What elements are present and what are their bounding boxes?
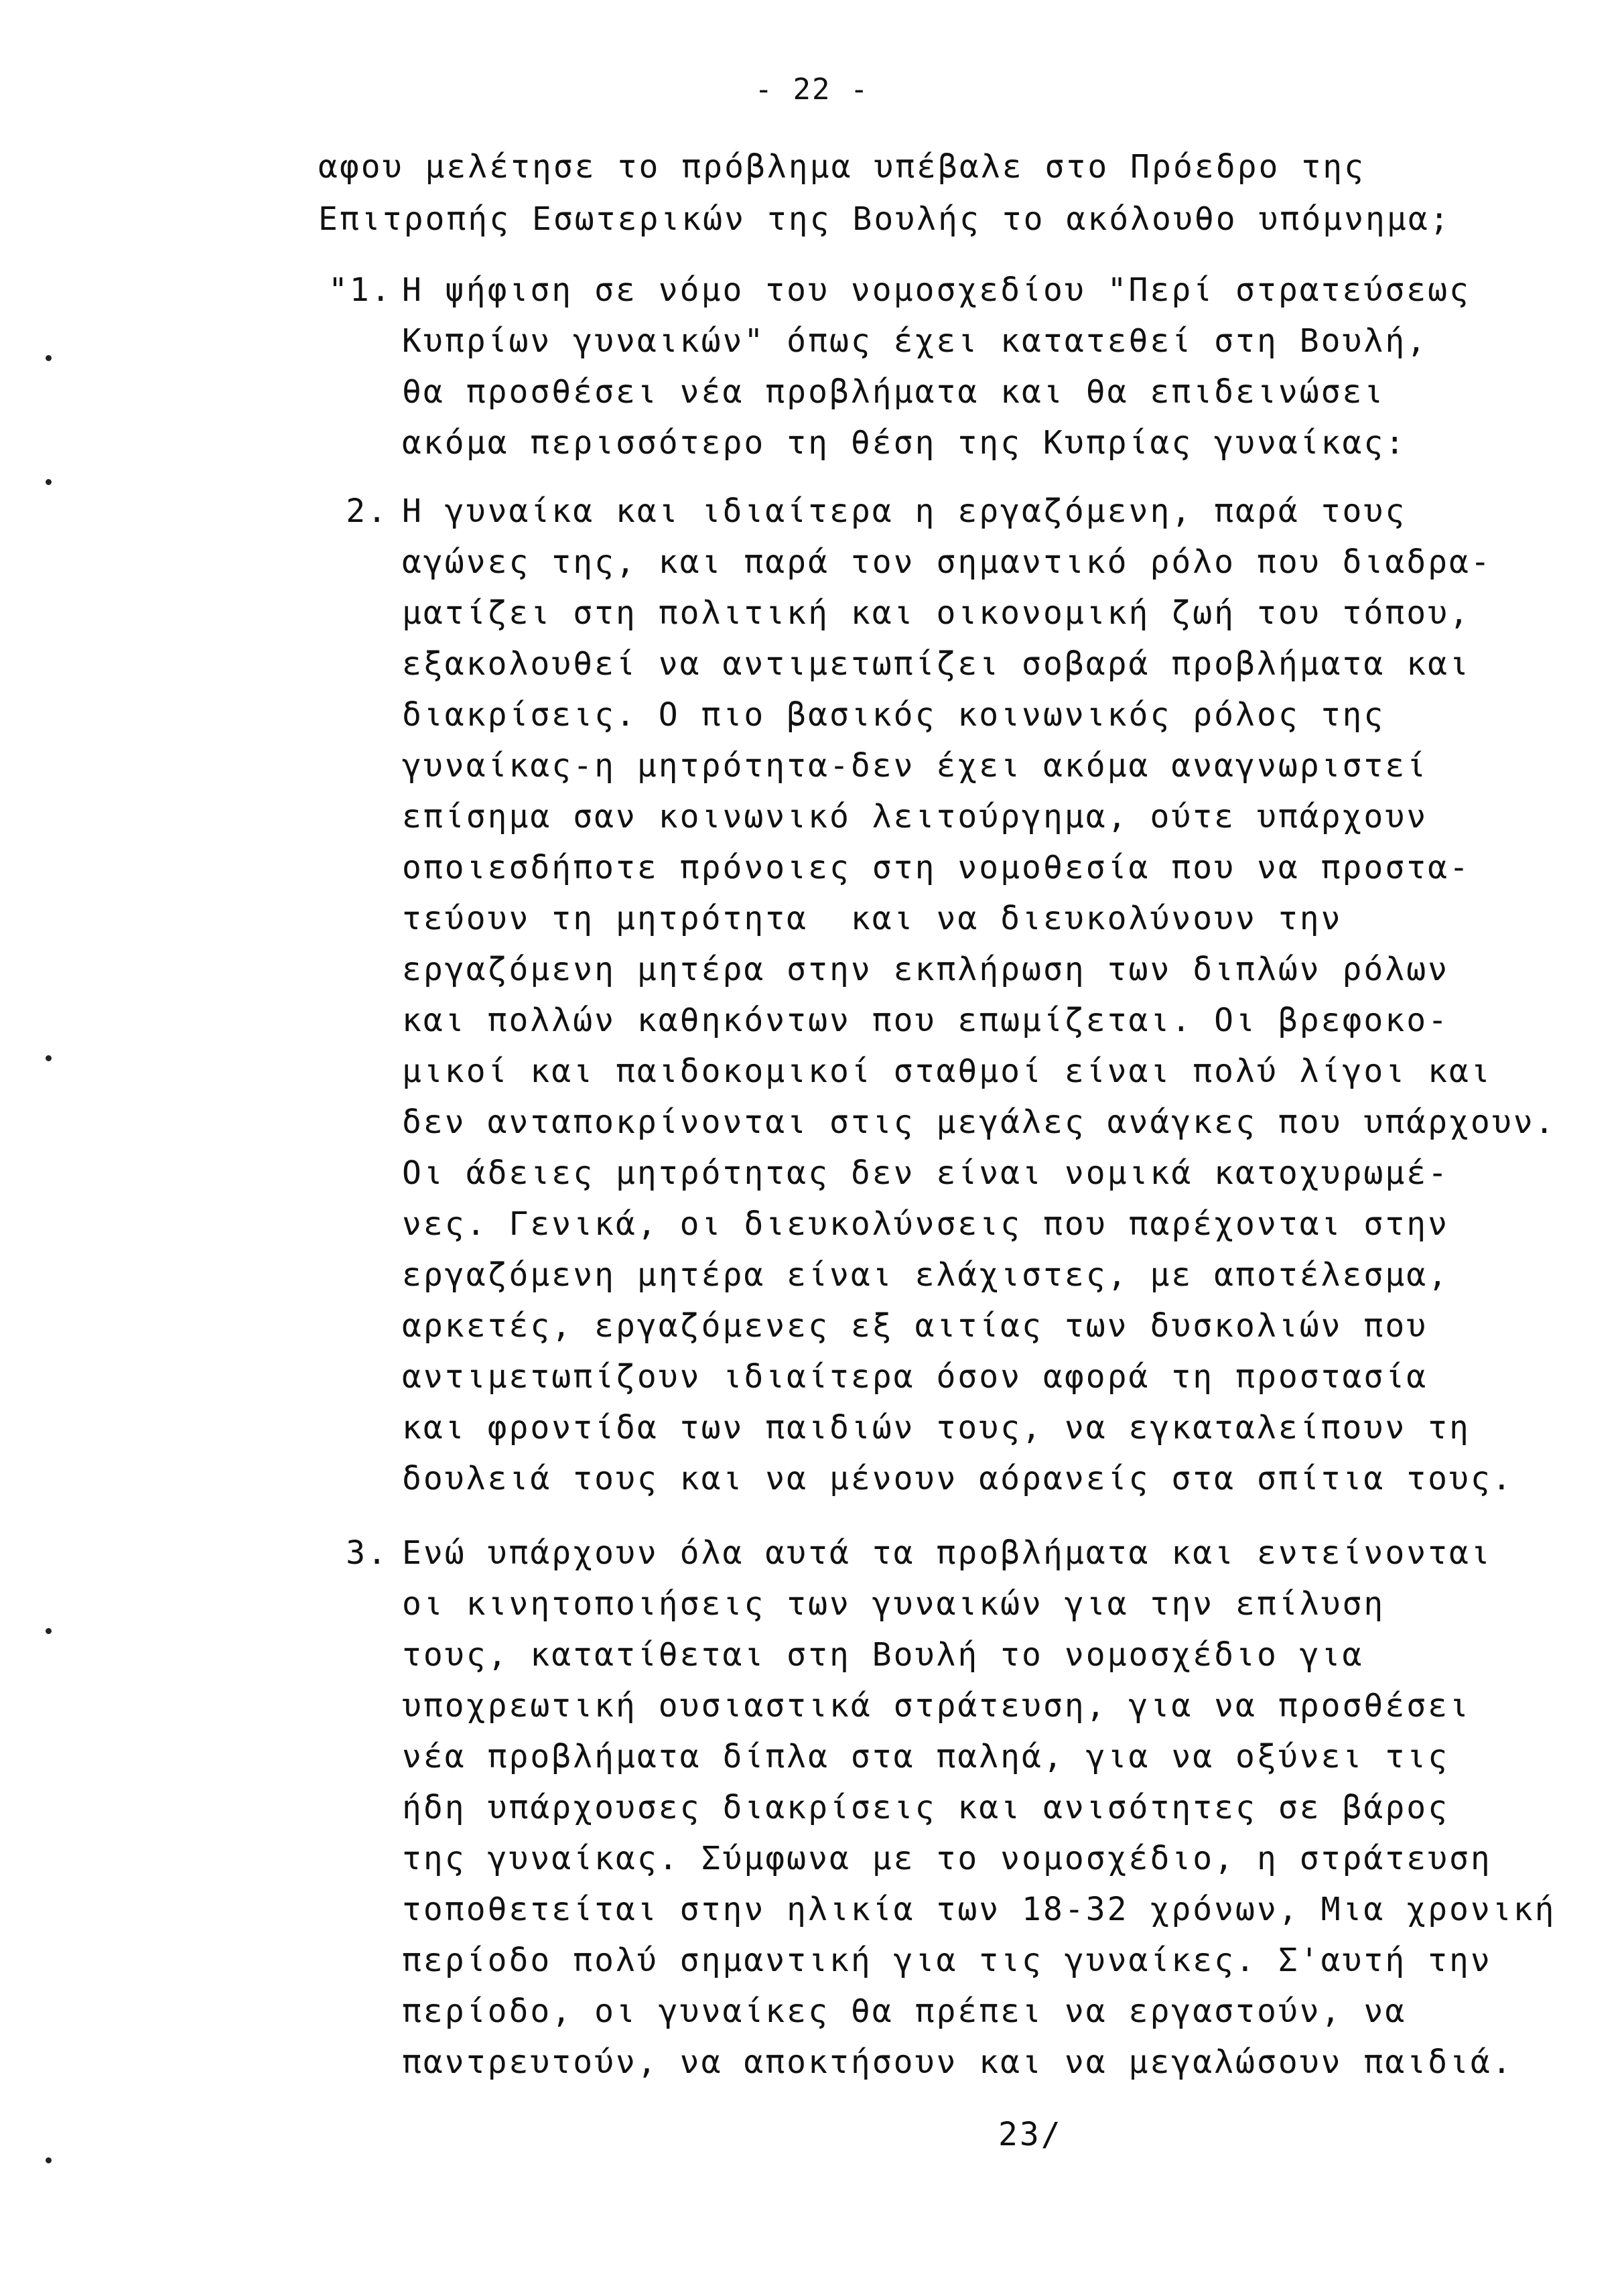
text-line: Οι άδειες μητρότητας δεν είναι νομικά κατοχυρωμέ- xyxy=(402,1154,1450,1192)
text-line: αγώνες της, και παρά τον σημαντικό ρόλο που διαδρα- xyxy=(402,543,1492,581)
scan-speck xyxy=(46,1055,52,1061)
text-line: τους, κατατίθεται στη Βουλή το νομοσχέδιο για xyxy=(402,1636,1364,1674)
item-number: 3. xyxy=(346,1534,389,1572)
item-number: "1. xyxy=(328,271,393,309)
text-line: θα προσθέσει νέα προβλήματα και θα επιδεινώσει xyxy=(402,373,1385,411)
text-line: τοποθετείται στην ηλικία των 18-32 χρόνων, Μια χρονική xyxy=(402,1891,1556,1928)
text-line: Επιτροπής Εσωτερικών της Βουλής το ακόλουθο υπόμνημα; xyxy=(318,200,1451,238)
text-line: Η γυναίκα και ιδιαίτερα η εργαζόμενη, παρά τους xyxy=(402,492,1407,530)
text-line: Κυπρίων γυναικών" όπως έχει κατατεθεί στη Βουλή, xyxy=(402,322,1428,360)
text-line: παντρευτούν, να αποκτήσουν και να μεγαλώσουν παιδιά. xyxy=(402,2043,1513,2081)
numbered-item-3 xyxy=(346,1528,1581,2088)
text-line: δεν ανταποκρίνονται στις μεγάλες ανάγκες που υπάρχουν. xyxy=(402,1103,1556,1141)
text-line: αρκετές, εργαζόμενες εξ αιτίας των δυσκολιών που xyxy=(402,1307,1428,1345)
text-line: περίοδο, οι γυναίκες θα πρέπει να εργαστούν, να xyxy=(402,1993,1407,2030)
text-line: επίσημα σαν κοινωνικό λειτούργημα, ούτε υπάρχουν xyxy=(402,798,1428,835)
text-line: ματίζει στη πολιτική και οικονομική ζωή του τόπου, xyxy=(402,594,1471,632)
text-line: Ενώ υπάρχουν όλα αυτά τα προβλήματα και εντείνονται xyxy=(402,1534,1492,1572)
text-line: και πολλών καθηκόντων που επωμίζεται. Οι βρεφοκο- xyxy=(402,1002,1450,1039)
intro-paragraph xyxy=(318,141,1538,245)
text-line: και φροντίδα των παιδιών τους, να εγκαταλείπουν τη xyxy=(402,1409,1471,1446)
page-number: - 22 - xyxy=(754,72,870,107)
text-line: μικοί και παιδοκομικοί σταθμοί είναι πολύ λίγοι και xyxy=(402,1053,1492,1090)
scan-speck xyxy=(46,2157,52,2163)
text-line: εξακολουθεί να αντιμετωπίζει σοβαρά προβλήματα και xyxy=(402,645,1471,683)
text-line: αντιμετωπίζουν ιδιαίτερα όσον αφορά τη προστασία xyxy=(402,1358,1428,1396)
text-line: Η ψήφιση σε νόμο του νομοσχεδίου "Περί στρατεύσεως xyxy=(402,271,1471,309)
text-line: αφου μελέτησε το πρόβλημα υπέβαλε στο Πρόεδρο της xyxy=(318,148,1366,186)
text-line: της γυναίκας. Σύμφωνα με το νομοσχέδιο, η στράτευση xyxy=(402,1840,1492,1877)
text-line: ήδη υπάρχουσες διακρίσεις και ανισότητες σε βάρος xyxy=(402,1789,1450,1826)
text-line: υποχρεωτική ουσιαστικά στράτευση, για να προσθέσει xyxy=(402,1687,1471,1725)
text-line: νες. Γενικά, οι διευκολύνσεις που παρέχονται στην xyxy=(402,1205,1450,1243)
continuation-marker: 23/ xyxy=(998,2116,1063,2153)
text-line: οποιεσδήποτε πρόνοιες στη νομοθεσία που να προστα- xyxy=(402,849,1471,886)
text-line: ακόμα περισσότερο τη θέση της Κυπρίας γυναίκας: xyxy=(402,424,1407,462)
text-line: περίοδο πολύ σημαντική για τις γυναίκες. Σ'αυτή την xyxy=(402,1942,1492,1979)
scan-speck xyxy=(46,479,52,485)
text-line: γυναίκας-η μητρότητα-δεν έχει ακόμα αναγνωριστεί xyxy=(402,747,1428,785)
text-line: τεύουν τη μητρότητα και να διευκολύνουν την xyxy=(402,900,1343,937)
numbered-item-2 xyxy=(346,486,1581,1504)
scan-speck xyxy=(46,355,52,361)
text-line: δουλειά τους και να μένουν αόρανείς στα σπίτια τους. xyxy=(402,1460,1513,1497)
text-line: νέα προβλήματα δίπλα στα παληά, για να οξύνει τις xyxy=(402,1738,1450,1775)
item-number: 2. xyxy=(346,492,389,530)
scan-speck xyxy=(46,1628,52,1634)
text-line: εργαζόμενη μητέρα είναι ελάχιστες, με αποτέλεσμα, xyxy=(402,1256,1450,1294)
numbered-item-1 xyxy=(328,265,1581,468)
text-line: διακρίσεις. Ο πιο βασικός κοινωνικός ρόλος της xyxy=(402,696,1385,734)
text-line: οι κινητοποιήσεις των γυναικών για την επίλυση xyxy=(402,1585,1385,1623)
text-line: εργαζόμενη μητέρα στην εκπλήρωση των διπλών ρόλων xyxy=(402,951,1450,988)
